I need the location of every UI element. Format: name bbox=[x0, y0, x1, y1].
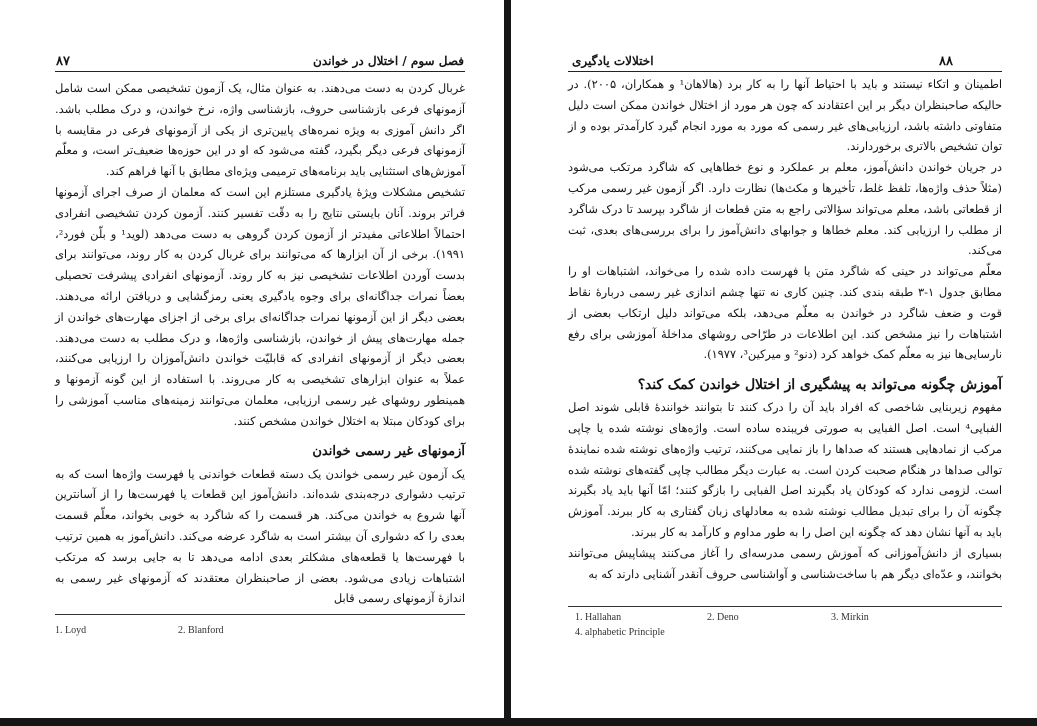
paragraph: در جریان خواندن دانش‌آموز، معلم بر عملکرد و نوع خطاهایی که شاگرد مرتکب می‌شود (مثلاً حذف واژه‌ها، تلفظ غلط، تأخیرها و مکث‌ها) نظارت دارد. اگر آزمون غیر رسمی مرکب از قطعاتی باشد، معلم می‌تواند سؤالاتی راجع به متن قطعات از شاگرد بپرسد تا درک شاگرد از مطلب را ارزیابی کند. معلم خطاها و جوابهای دانش‌آموز را برای بررسی‌های بعدی، ثبت می‌کند. bbox=[568, 160, 1002, 258]
paragraph: اطمینان و اتکاء نیستند و باید با احتیاط آنها را به کار برد (هالاهان¹ و همکاران، ۲۰۰۵). در حالیکه صاحبنظران دیگر بر این اعتقادند که چون هر مورد از اختلال خواندن ممکن است دلیل متفاوتی داشته باشد، ارزیابی‌های غیر رسمی که مورد به مورد انجام گیرد کارآمدتر بوده و از توان تشخیص بالاتری برخوردارند. bbox=[568, 77, 1002, 154]
right-page bbox=[511, 0, 1037, 718]
section-heading: آزمونهای غیر رسمی خواندن bbox=[312, 443, 465, 459]
paragraph: تشخیص مشکلات ویژهٔ یادگیری مستلزم این است که معلمان از صرف اجرای آزمونها فراتر بروند. آنان بایستی نتایج را به دقّت تفسیر کنند. آزمون کردن تشخیصی انفرادی احتمالاً اطلاعاتی مفیدتر از آزمون کردن گروهی به دست می‌دهد (لوید¹ و بلّن فورد²، ۱۹۹۱). برخی از آن ابزارها که می‌توانند برای غربال کردن به کار روند، می‌توانند برای بدست آوردن اطلاعات تشخیصی نیز به کار روند. آزمونهای انفرادی پیشرفت تحصیلی بعضاً نمرات جداگانه‌ای برای وجوه یادگیری یعنی رمزگشایی و دریافتن ارائه می‌دهند. بعضی دیگر از این آزمونها نمرات جداگانه‌ای برای برخی از اجزای مهارت‌های خواندن از جمله مهارت‌های پیش از خواندن، بازشناسی واژه‌ها، و درک مطلب به دست می‌دهند. بعضی دیگر از آزمونهای انفرادی که قابلیّت خواندن دانش‌آموزان را ارزیابی می‌کنند، عملاً به عنوان ابزارهای تشخیصی به کار می‌روند. با استفاده از این گونه آزمونها و همینطور روشهای غیر رسمی ارزیابی، معلمان می‌توانند زمینه‌های مناسب آموزشی را برای کودکان مبتلا به اختلال خواندن مشخص کنند. bbox=[55, 184, 465, 428]
paragraph: بسیاری از دانش‌آموزانی که آموزش رسمی مدرسه‌ای را آغاز می‌کنند پیشاپیش می‌توانند بخوانند، و عدّه‌ای دیگر هم با ساخت‌شناسی و آواشناسی حروف آنقدر آشنایی دارند که به bbox=[568, 545, 1002, 581]
left-page bbox=[0, 0, 504, 718]
running-head: فصل سوم / اختلال در خواندن bbox=[313, 54, 464, 68]
paragraph: مفهوم زیربنایی شاخصی که افراد باید آن را درک کنند تا بتوانند خوانندهٔ قابلی شوند اصل الفبایی⁴ است. اصل الفبایی به صورتی فریبنده ساده است. واژه‌های نوشته شده یا چاپی مرکب از نمادهایی هستند که صداها را باز نمایی می‌کنند، ترتیب واژه‌های نوشته شده نمایندهٔ توالی صداها در هنگام صحبت کردن است. به عبارت دیگر مطالب چاپی گفته‌های نوشته شده است. لزومی ندارد که کودکان یاد بگیرند اصل الفبایی را بازگو کنند؛ امّا آنها باید یاد بگیرند چگونه آن را برای تبدیل مطالب نوشته شده به معادلهای زبان گفتاری به کار ببرند. آموزش باید به آنها نشان دهد که چگونه این اصل را به طور مداوم و کارآمد به کار ببرند. bbox=[568, 400, 1002, 539]
body-text bbox=[55, 78, 465, 609]
header-rule bbox=[55, 71, 465, 72]
page-gutter bbox=[504, 0, 511, 726]
footnote: 1. Hallahan bbox=[575, 612, 622, 623]
running-head: اختلالات یادگیری bbox=[572, 54, 654, 68]
page-number: ۸۸ bbox=[939, 53, 953, 68]
footnote-rule bbox=[55, 614, 465, 615]
footnote: 2. Blanford bbox=[178, 625, 224, 636]
footnote: 4. alphabetic Principle bbox=[575, 627, 665, 638]
footnote-rule bbox=[568, 606, 1002, 607]
header-rule bbox=[568, 71, 1002, 72]
page-number: ۸۷ bbox=[56, 53, 70, 68]
bottom-edge bbox=[0, 718, 1037, 726]
body-text bbox=[568, 74, 1002, 584]
footnote: 1. Loyd bbox=[55, 625, 87, 636]
footnote: 3. Mirkin bbox=[831, 612, 869, 623]
paragraph: یک آزمون غیر رسمی خواندن یک دسته قطعات خواندنی یا فهرست واژه‌ها است که به ترتیب دشواری درجه‌بندی شده‌اند. دانش‌آموز این قطعات یا فهرست‌ها را از آسانترین آنها شروع به خواندن می‌کند. هر قسمت را که شاگرد به خوبی بخواند، معلّم قسمت بعدی را که دشواری آن بیشتر است به شاگرد عرضه می‌کند. دانش‌آموز به همین ترتیب با فهرست‌ها یا قطعه‌های مشکلتر بعدی ادامه می‌دهد تا به جایی برسد که مرتکب اشتباهات زیادی می‌شود. بعضی از صاحبنظران معتقدند که آزمونهای غیر رسمی به اندازهٔ آزمونهای رسمی قابل bbox=[55, 466, 465, 606]
footnote: 2. Deno bbox=[707, 612, 739, 623]
paragraph: غربال کردن به دست می‌دهند. به عنوان مثال، یک آزمون تشخیصی ممکن است شامل آزمونهای فرعی بازشناسی حروف، بازشناسی واژه، نرخ خواندن، و درک مطلب باشد. اگر دانش آموزی به ویژه نمره‌های پایین‌تری از یکی از آزمونهای فرعی در مقایسه با آزمونهای فرعی دیگر بگیرد، گفته می‌شود که او در این حوزه‌ها ضعیف‌تر است، و معلّم آموزش‌های استثنایی باید برنامه‌های ترمیمی ویژه‌ای مطابق با آنها فراهم کند. bbox=[55, 81, 465, 179]
section-heading: آموزش چگونه می‌تواند به پیشگیری از اختلال خواندن کمک کند؟ bbox=[637, 377, 1002, 394]
paragraph: معلّم می‌تواند در حینی که شاگرد متن یا فهرست داده شده را می‌خواند، اشتباهات او را مطابق جدول ۱-۳ طبقه بندی کند. چنین کاری نه تنها چشم اندازی غیر رسمی دربارهٔ نقاط قوت و ضعف شاگرد در خواندن به معلّم می‌دهد، بلکه می‌تواند دلیل ارتکاب بعضی از اشتباهات را نیز مشخص کند. این اطلاعات در طرّاحی روشهای مداخلهٔ آموزشی برای رفع نارسایی‌ها نیز به معلّم کمک خواهد کرد (دنو² و میرکین³، ۱۹۷۷). bbox=[568, 264, 1003, 362]
